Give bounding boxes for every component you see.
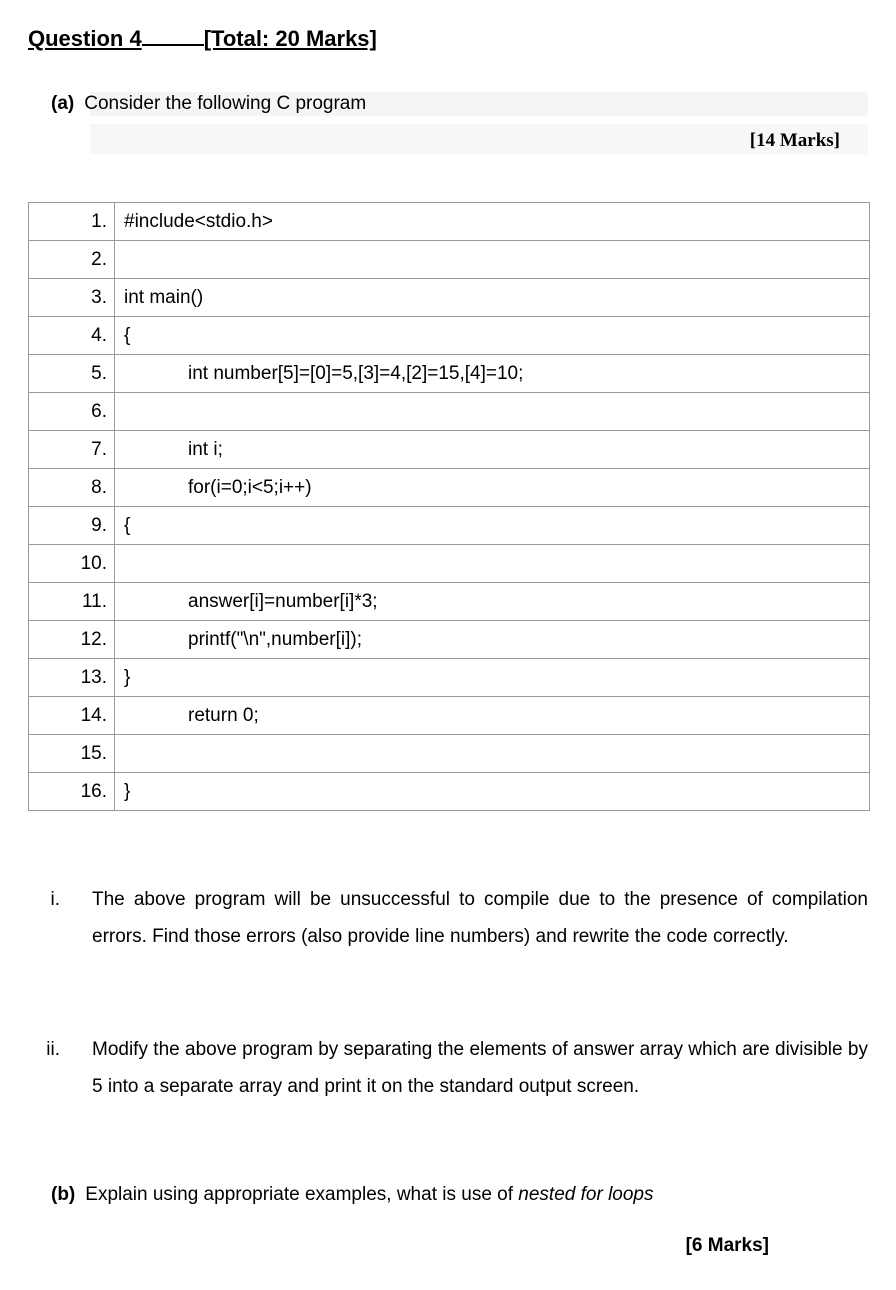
code-line [29,431,870,469]
code-line [29,735,870,773]
line-code: printf("\n",number[i]); [115,621,870,659]
sub-question-text: Modify the above program by separating the elements of answer array which are divisible by 5 into a separate array and print it on the standard output screen. [92,1039,868,1097]
part-a-label: (a) [51,93,75,114]
part-b-label: (b) [51,1184,76,1205]
code-line [29,203,870,241]
line-code: answer[i]=number[i]*3; [115,583,870,621]
code-line [29,507,870,545]
code-line [29,355,870,393]
line-code: for(i=0;i<5;i++) [115,469,870,507]
code-line [29,697,870,735]
line-number: 8. [29,469,115,507]
line-number: 15. [29,735,115,773]
line-number: 6. [29,393,115,431]
sub-question-numeral: ii. [46,1039,60,1060]
code-line [29,621,870,659]
line-code: int main() [115,279,870,317]
code-line [29,773,870,811]
question-heading [28,26,377,52]
part-a-marks: [14 Marks] [749,130,840,151]
code-line [29,545,870,583]
part-a-prompt [51,93,366,115]
total-marks: [Total: 20 Marks] [203,26,377,51]
line-number: 3. [29,279,115,317]
part-b-marks: [6 Marks] [685,1235,769,1256]
part-a-text: Consider the following C program [84,93,367,114]
code-line [29,393,870,431]
code-line [29,279,870,317]
line-code: { [115,507,870,545]
line-code [115,735,870,773]
line-number: 5. [29,355,115,393]
code-line [29,469,870,507]
line-number: 7. [29,431,115,469]
heading-underline [142,26,204,46]
sub-question-numeral: i. [50,889,60,910]
sub-question-text: The above program will be unsuccessful to compile due to the presence of compilation errors. Find those errors (also provide line numbers) and rewrite the code correctly. [92,889,868,947]
code-line [29,583,870,621]
line-code [115,545,870,583]
code-table [28,202,870,811]
line-code: } [115,773,870,811]
line-code: int i; [115,431,870,469]
line-number: 1. [29,203,115,241]
line-code: int number[5]=[0]=5,[3]=4,[2]=15,[4]=10; [115,355,870,393]
line-code: } [115,659,870,697]
line-number: 16. [29,773,115,811]
line-number: 9. [29,507,115,545]
code-line [29,659,870,697]
line-code [115,241,870,279]
line-number: 2. [29,241,115,279]
part-b-text: Explain using appropriate examples, what is use of [85,1184,514,1205]
line-number: 14. [29,697,115,735]
line-number: 13. [29,659,115,697]
line-code: return 0; [115,697,870,735]
line-code: { [115,317,870,355]
code-line [29,317,870,355]
line-number: 10. [29,545,115,583]
question-number: Question 4 [28,26,142,51]
line-code: #include<stdio.h> [115,203,870,241]
line-number: 4. [29,317,115,355]
line-code [115,393,870,431]
part-b-emphasis: nested for loops [518,1184,654,1205]
code-line [29,241,870,279]
line-number: 11. [29,583,115,621]
line-number: 12. [29,621,115,659]
part-b-prompt [51,1184,654,1206]
